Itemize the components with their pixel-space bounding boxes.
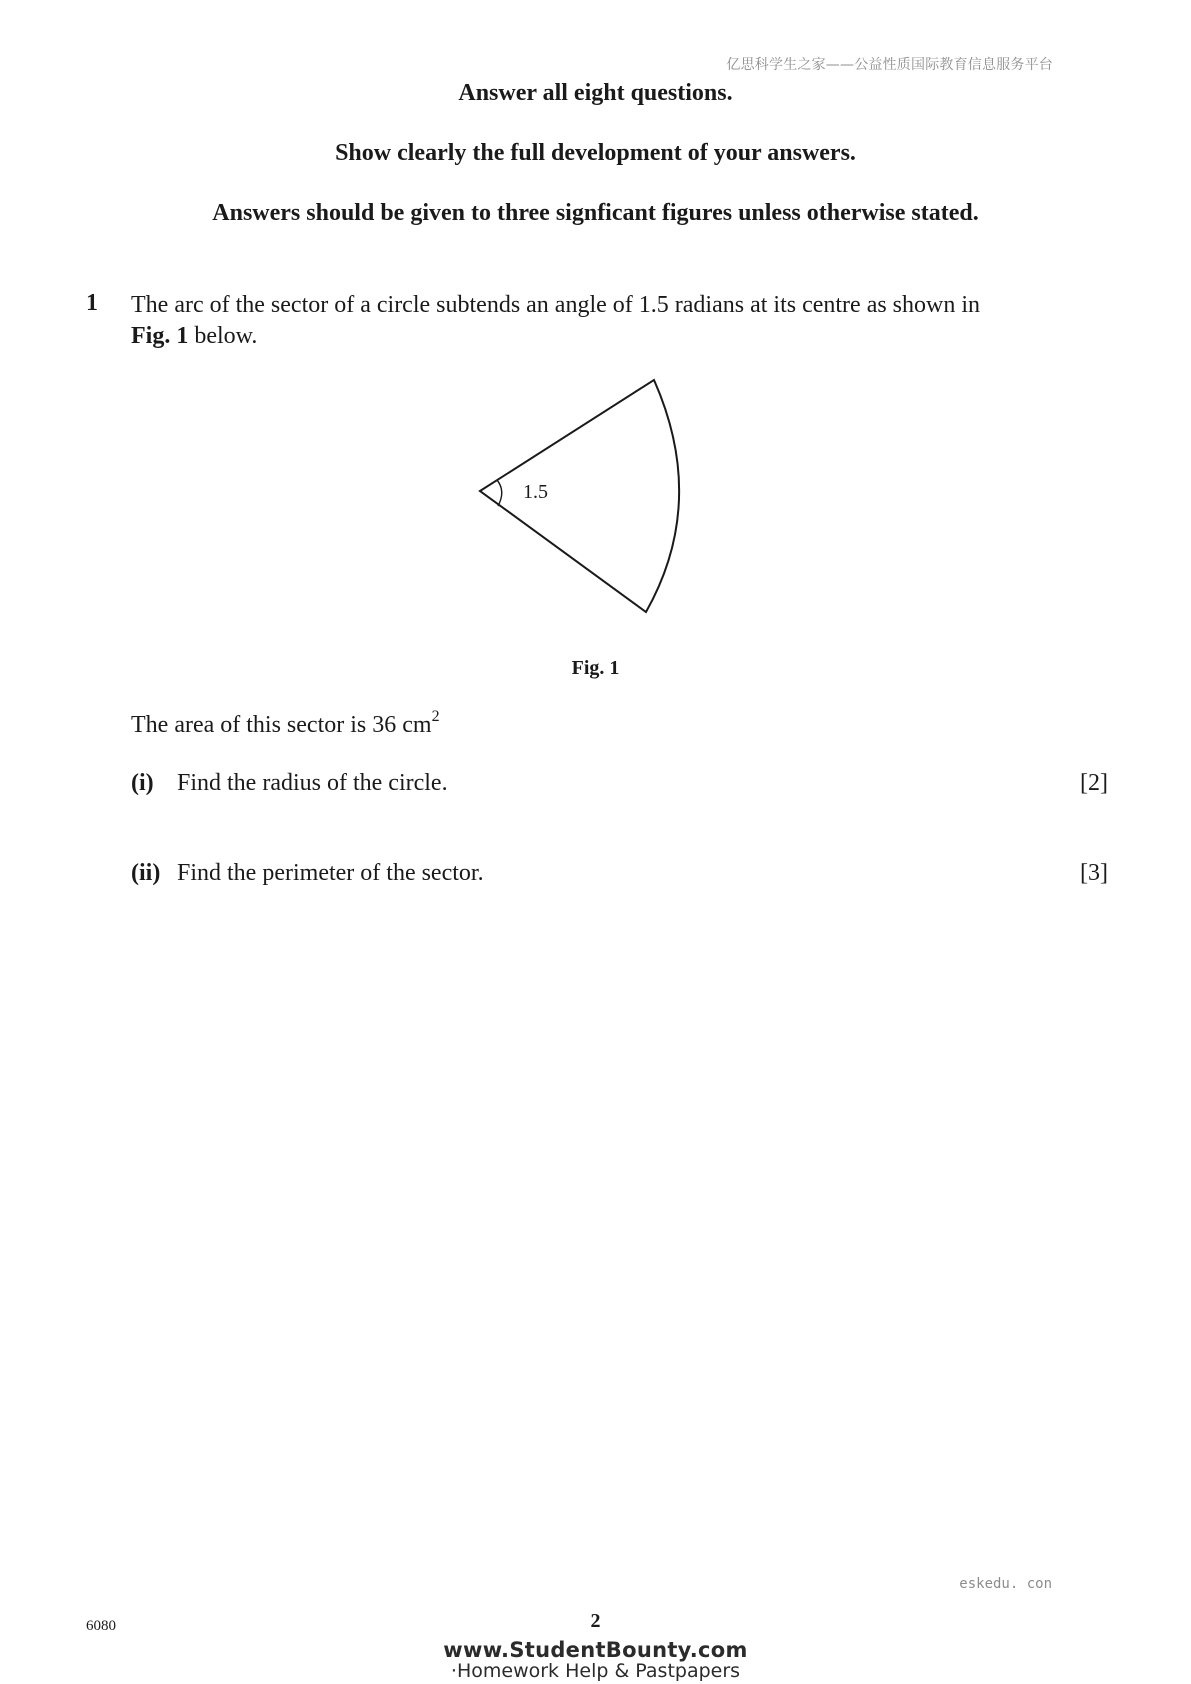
area-statement [131,710,440,739]
angle-label: 1.5 [523,481,548,503]
angle-arc [497,480,502,506]
part-i-text: Find the radius of the circle. [177,770,448,796]
part-ii-marks: [3] [1080,860,1108,886]
area-superscript: 2 [431,708,440,725]
watermark-bottom-text: eskedu. con [959,1576,1052,1592]
question-text-tail: below. [188,323,258,349]
part-ii-text: Find the perimeter of the sector. [177,860,484,886]
watermark-top-text: 亿思科学生之家——公益性质国际教育信息服务平台 [726,57,1053,73]
sector-figure [470,370,710,620]
question-text-main: The arc of the sector of a circle subtends an angle of 1.5 radians at its centre as shown in [131,292,981,318]
figure-caption: Fig. 1 [571,657,620,679]
part-i-marks: [2] [1080,770,1108,796]
instruction-1: Answer all eight questions. [458,80,733,106]
paper-code: 6080 [86,1618,116,1634]
sector-outline [480,380,679,612]
part-i-label: (i) [131,770,154,796]
instruction-2: Show clearly the full development of your answers. [335,140,856,166]
figure-reference: Fig. 1 [131,323,189,349]
question-text [131,290,1091,352]
studentbounty-tagline: ·Homework Help & Pastpapers [450,1660,741,1682]
area-text: The area of this sector is 36 cm [131,712,432,738]
instruction-3: Answers should be given to three signficant figures unless otherwise stated. [212,200,979,226]
studentbounty-url[interactable]: www.StudentBounty.com [443,1638,748,1662]
page-number: 2 [590,1610,601,1632]
question-number: 1 [86,290,98,316]
part-ii-label: (ii) [131,860,161,886]
